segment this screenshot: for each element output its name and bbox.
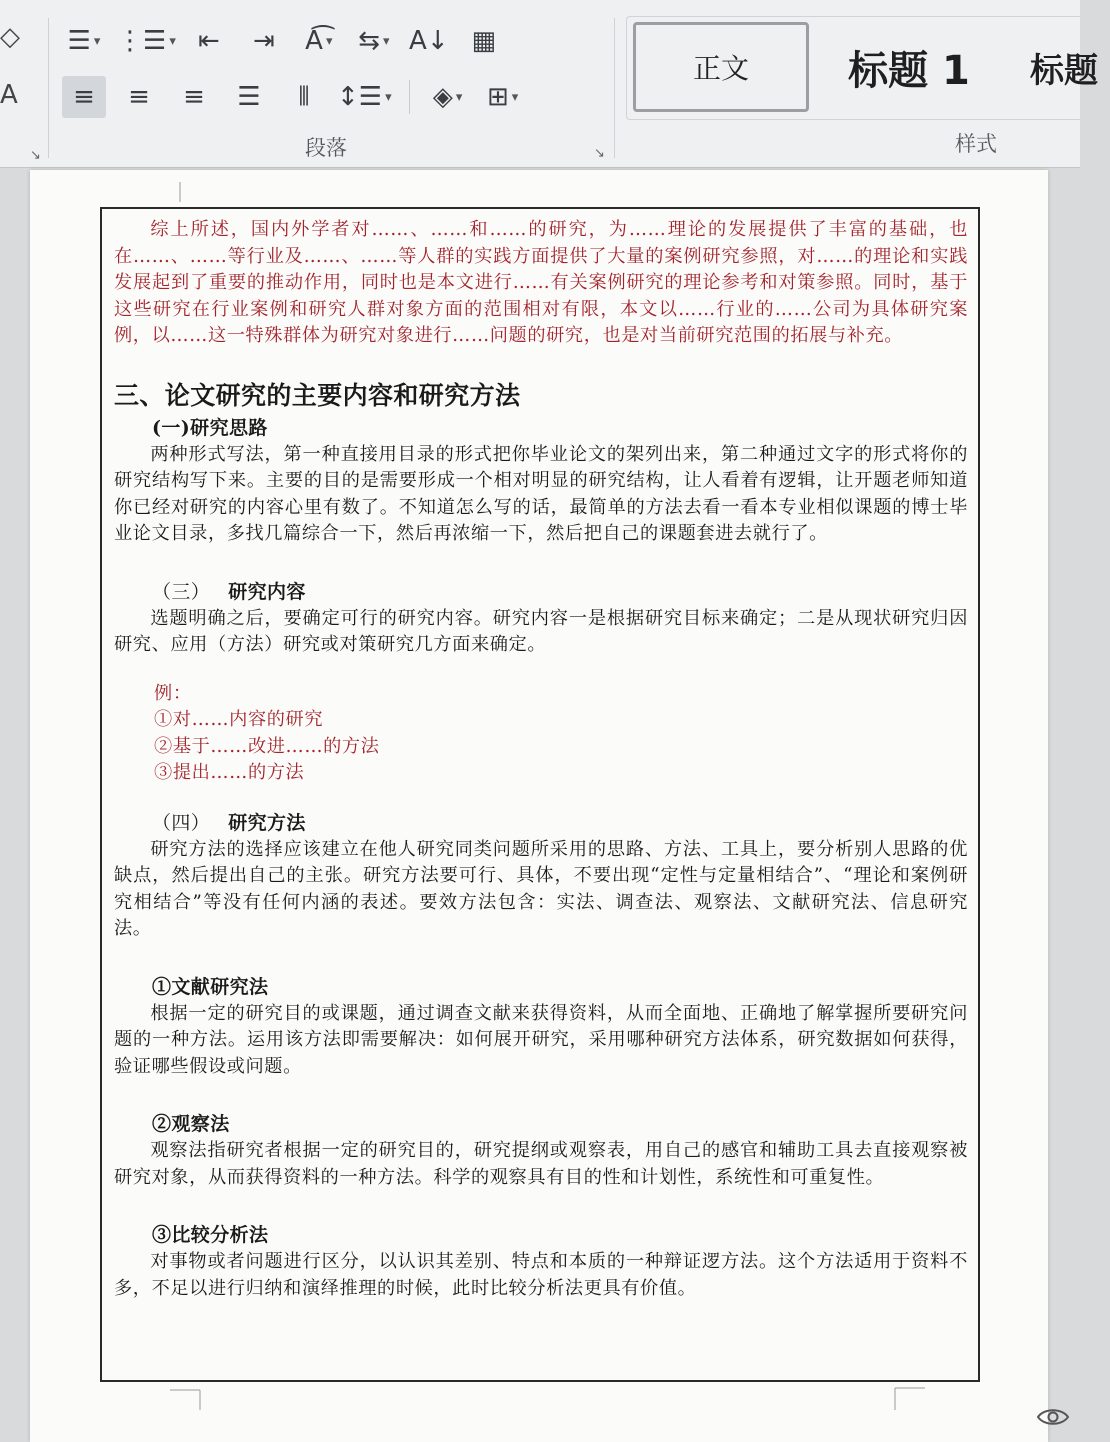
subsection-name: 研究内容 <box>228 580 306 603</box>
sort-icon[interactable]: A↓ <box>409 26 449 56</box>
font-dialog-launcher-icon[interactable]: ↘ <box>30 148 41 163</box>
method-title: ①文献研究法 <box>152 975 269 998</box>
group-divider <box>614 18 615 158</box>
example-block <box>154 681 968 787</box>
align-right-icon[interactable]: ≡ <box>183 82 205 112</box>
group-divider <box>48 18 49 158</box>
paragraph-dialog-launcher-icon[interactable]: ↘ <box>594 146 605 161</box>
example-item: ③提出……的方法 <box>154 762 305 783</box>
subsection-title-thinking: (一)研究思路 <box>152 416 268 439</box>
subsection-name: 研究方法 <box>228 811 306 834</box>
subsection-paragraph-content: 选题明确之后，要确定可行的研究内容。研究内容一是根据研究目标来确定；二是从现状研究归因研究、应用（方法）研究或对策研究几方面来确定。 <box>114 607 968 655</box>
example-item: ②基于……改进……的方法 <box>154 735 380 757</box>
increase-indent-icon[interactable]: ⇥ <box>252 26 275 56</box>
intro-paragraph: 综上所述，国内外学者对……、……和……的研究，为……理论的发展提供了丰富的基础，也在……、……等行业及……、……等人群的实践方面提供了大量的案例研究参照，对……的理论和实践发展起到了重要的推动作用，同时也是本文进行……有关案例研究的理论参考和对策参照。同时，基于这些研究在行业案例和研究人群对象方面的范围相对有限，本文以……行业的……公司为具体研究案例，以……这一特殊群体为研究对象进行……问题的研究，也是对当前研究范围的拓展与补充。 <box>114 219 968 346</box>
style-heading2-label: 标题 <box>1030 50 1098 91</box>
content-text-box[interactable] <box>100 207 980 1382</box>
bullets-icon[interactable]: ☰ ▾ <box>67 26 101 56</box>
sort-swap-icon[interactable]: ⇆ ▾ <box>358 26 390 56</box>
subsection-number: （四） <box>152 811 211 834</box>
distributed-icon[interactable]: ⦀ <box>298 81 310 112</box>
paragraph-group-label: 段落 <box>305 136 347 160</box>
subsection-title-methods <box>152 809 968 837</box>
paragraph-row-1 <box>62 20 517 62</box>
example-label: 例： <box>154 682 192 704</box>
method-paragraph: 观察法指研究者根据一定的研究目的，研究提纲或观察表，用自己的感官和辅助工具去直接观察被研究对象，从而获得资料的一种方法。科学的观察具有目的性和计划性，系统性和可重复性。 <box>114 1140 968 1188</box>
subsection-number: （三） <box>152 580 211 603</box>
line-spacing-icon[interactable]: ↕☰ ▾ <box>337 82 392 112</box>
document-canvas[interactable] <box>0 168 1080 1440</box>
style-heading1-button[interactable] <box>834 22 984 112</box>
font-group-stub <box>0 22 40 132</box>
borders-icon[interactable]: ⊞ ▾ <box>486 82 519 112</box>
style-heading2-button[interactable] <box>1030 22 1110 112</box>
font-color-icon[interactable]: A <box>0 80 18 110</box>
ribbon <box>0 0 1098 168</box>
chevron-down-icon: ▾ <box>511 89 519 105</box>
toolbar-divider <box>409 80 410 114</box>
style-normal-button[interactable] <box>633 22 809 112</box>
section-title: 三、论文研究的主要内容和研究方法 <box>114 380 521 410</box>
style-normal-label: 正文 <box>692 52 749 85</box>
method-title: ③比较分析法 <box>152 1224 269 1246</box>
decrease-indent-icon[interactable]: ⇤ <box>197 26 220 56</box>
method-paragraph: 根据一定的研究目的或课题，通过调查文献来获得资料，从而全面地、正确地了解掌握所要研究问题的一种方法。运用该方法即需要解决：如何展开研究，采用哪种研究方法体系，研究数据如何获得，验证哪些假设或问题。 <box>114 1002 968 1077</box>
subsection-paragraph-thinking: 两种形式写法，第一种直接用目录的形式把你毕业论文的架列出来，第二种通过文字的形式将你的研究结构写下来。主要的目的是需要形成一个相对明显的研究结构，让人看着有逻辑，让开题老师知道你已经对研究的内容心里有数了。不知道怎么写的话，最简单的方法去看一看本专业相似课题的博士毕业论文目录，多找几篇综合一下，然后再浓缩一下，然后把自己的课题套进去就行了。 <box>114 443 968 544</box>
align-center-icon[interactable]: ≡ <box>128 82 150 112</box>
chevron-down-icon: ▾ <box>385 89 392 105</box>
text-direction-icon[interactable]: A͡ ▾ <box>305 26 333 56</box>
styles-group-label: 样式 <box>955 132 997 156</box>
subsection-paragraph-methods: 研究方法的选择应该建立在他人研究同类问题所采用的思路、方法、工具上，要分析别人思路的优缺点，然后提出自己的主张。研究方法要可行、具体，不要出现“定性与定量相结合”、“理论和案例研究相结合”等没有任何内涵的表述。要效方法包含：实法、调查法、观察法、文献研究法、信息研究法。 <box>114 838 968 939</box>
subsection-title-content <box>152 578 968 606</box>
shading-icon[interactable]: ◈ ▾ <box>432 82 463 112</box>
eye-icon[interactable] <box>1036 1406 1070 1428</box>
chevron-down-icon: ▾ <box>169 33 176 49</box>
document-page[interactable] <box>30 170 1048 1442</box>
chevron-down-icon: ▾ <box>93 33 101 49</box>
numbering-icon[interactable]: ⋮☰ ▾ <box>117 26 176 56</box>
style-heading1-label: 标题 1 <box>848 47 970 94</box>
chevron-down-icon: ▾ <box>325 33 333 49</box>
method-paragraph: 对事物或者问题进行区分，以认识其差别、特点和本质的一种辩证逻方法。这个方法适用于资料不多，不足以进行归纳和演绎推理的时候，此时比较分析法更具有价值。 <box>114 1251 968 1299</box>
show-marks-icon[interactable]: ▦ <box>471 26 497 56</box>
example-item: ①对……内容的研究 <box>154 709 324 730</box>
justify-icon[interactable]: ☰ <box>237 82 261 112</box>
chevron-down-icon: ▾ <box>455 89 463 105</box>
method-title: ②观察法 <box>152 1113 230 1135</box>
chevron-down-icon: ▾ <box>382 33 390 49</box>
paragraph-row-2 <box>62 76 536 118</box>
eraser-icon[interactable]: ◇ <box>0 22 20 52</box>
align-left-icon[interactable]: ≡ <box>62 76 106 118</box>
